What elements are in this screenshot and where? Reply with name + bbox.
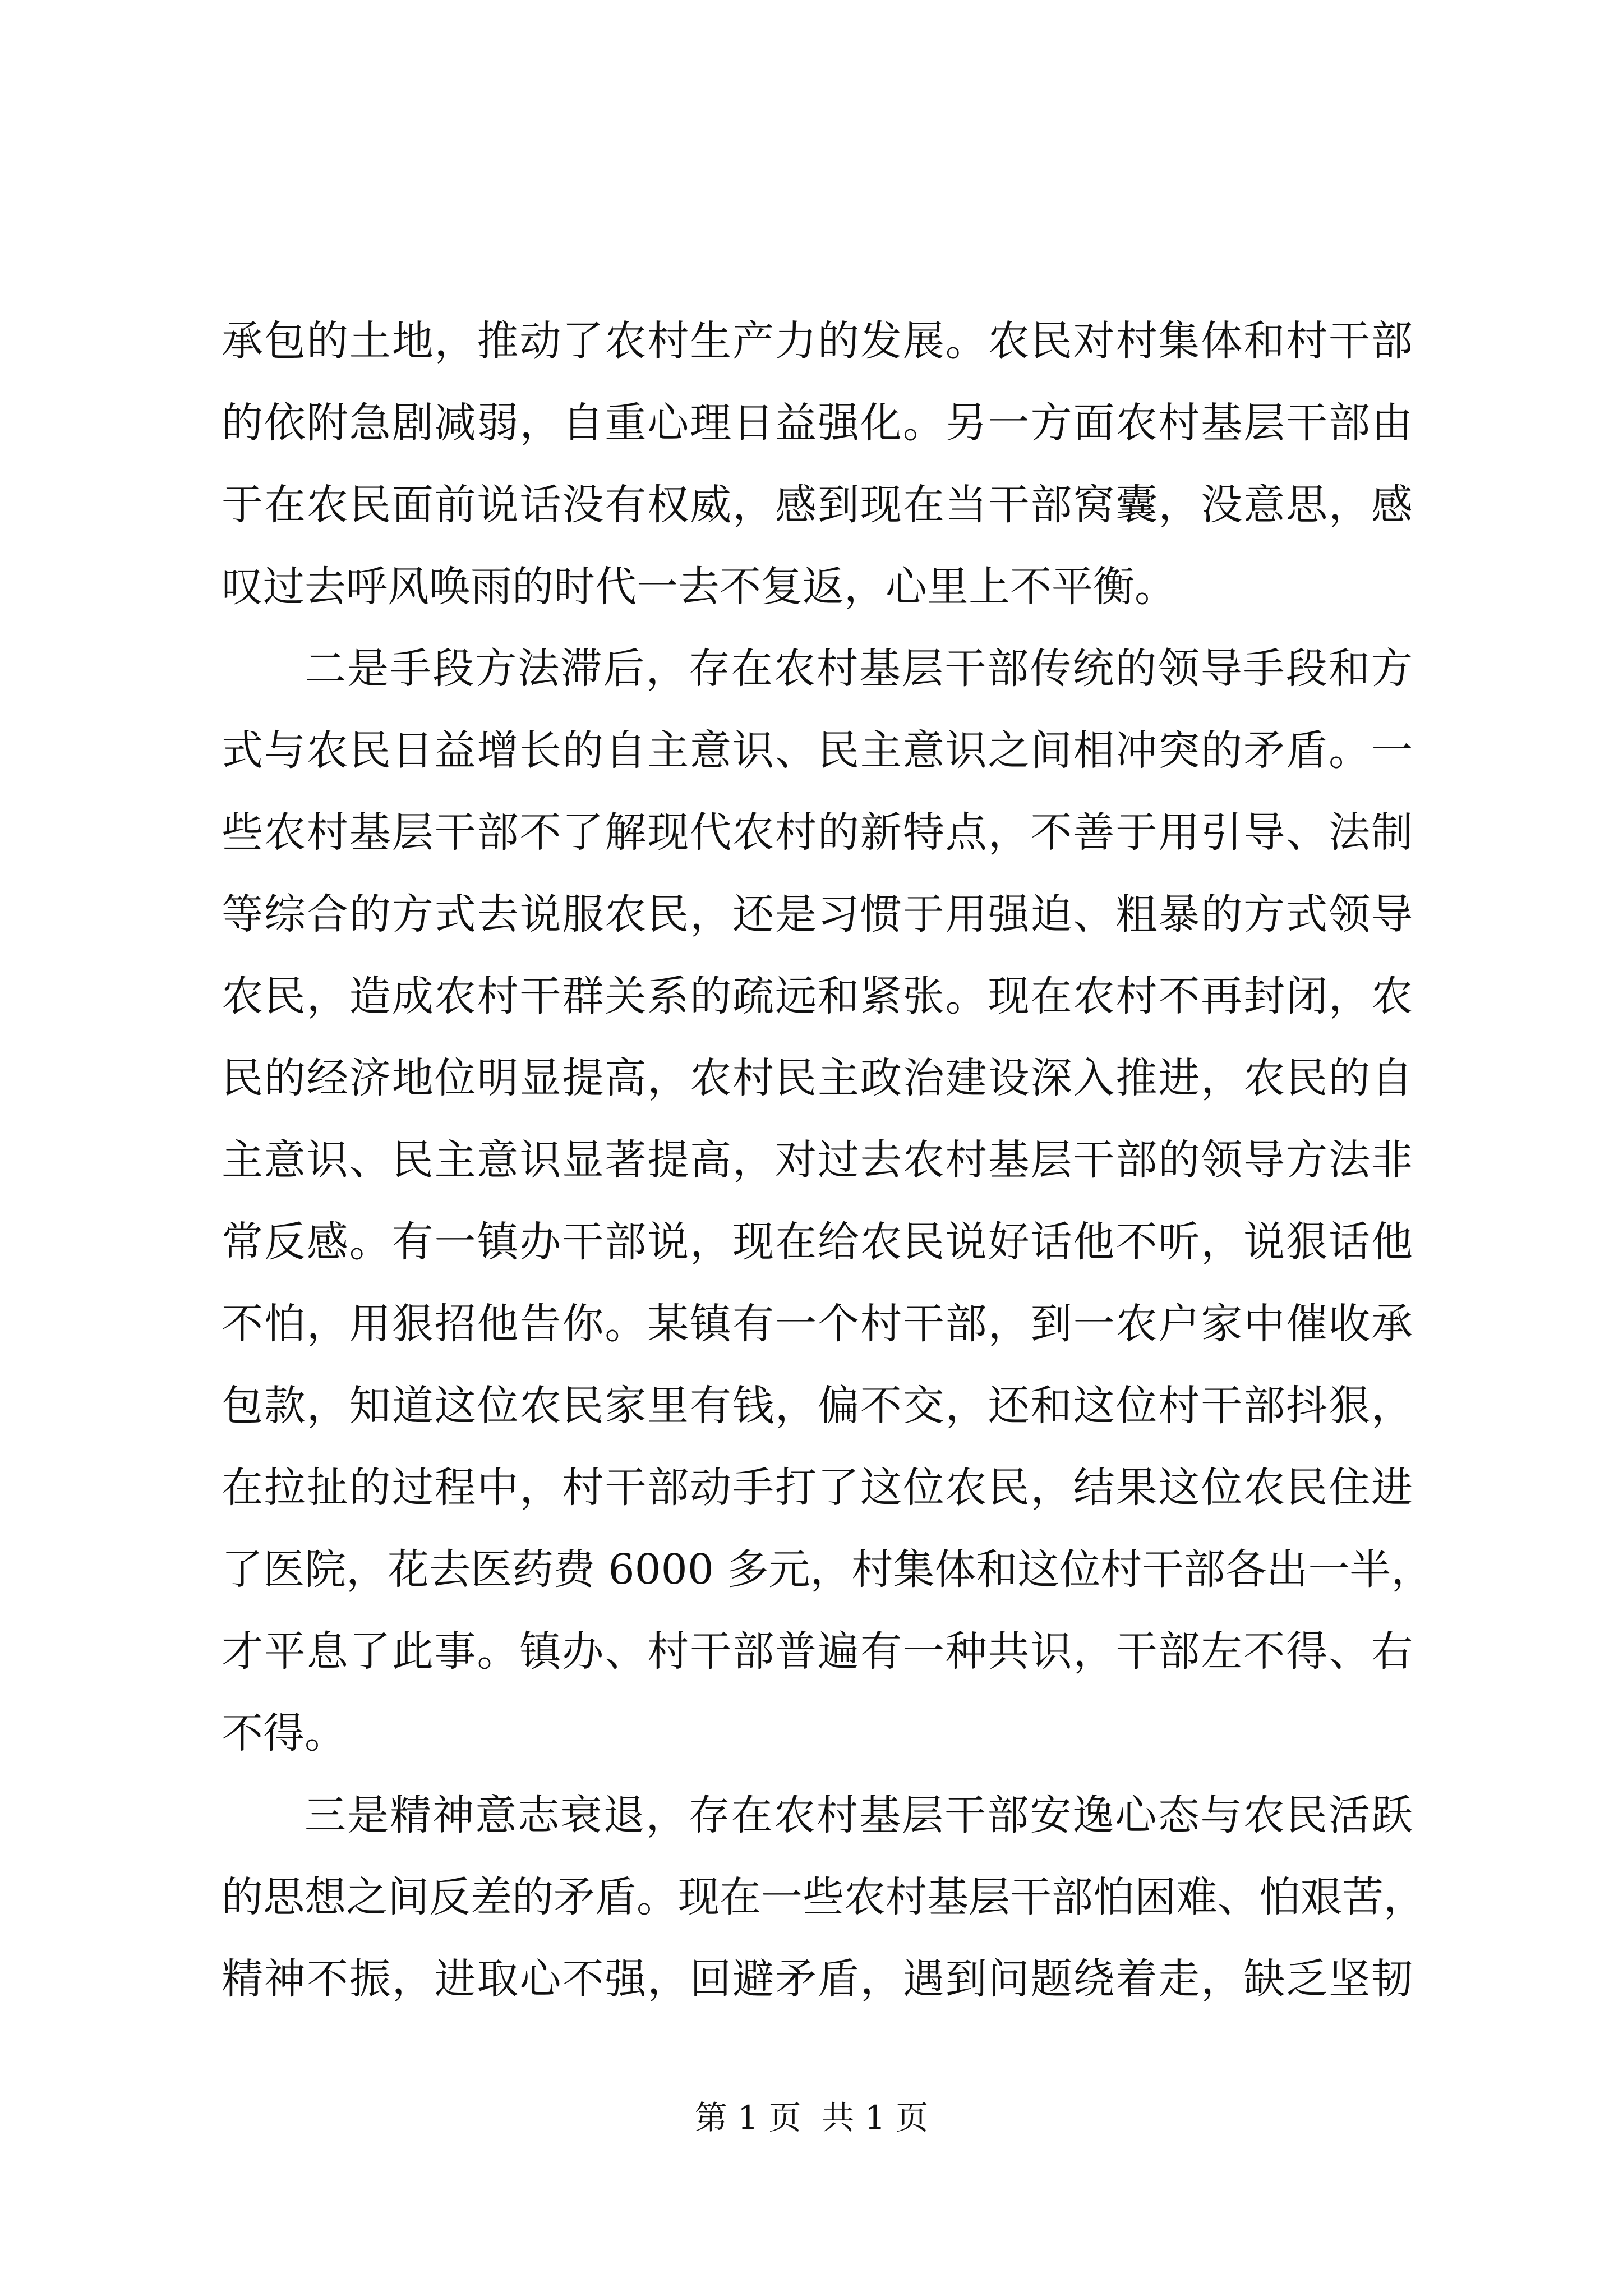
text-line: 等综合的方式去说服农民，还是习惯于用强迫、粗暴的方式领导 bbox=[222, 890, 1413, 938]
text-line: 主意识、民主意识显著提高，对过去农村基层干部的领导方法非 bbox=[222, 1136, 1413, 1184]
text-line: 农民，造成农村干群关系的疏远和紧张。现在农村不再封闭，农 bbox=[222, 972, 1413, 1020]
text-line: 才平息了此事。镇办、村干部普遍有一种共识，干部左不得、右 bbox=[222, 1627, 1413, 1676]
text-line: 的思想之间反差的矛盾。现在一些农村基层干部怕困难、怕艰苦， bbox=[222, 1873, 1425, 1921]
text-line: 承包的土地，推动了农村生产力的发展。农民对村集体和村干部 bbox=[222, 317, 1413, 365]
text-line: 于在农民面前说话没有权威，感到现在当干部窝囊，没意思，感 bbox=[222, 481, 1413, 529]
text-line: 不得。 bbox=[222, 1709, 346, 1757]
text-line: 的依附急剧减弱，自重心理日益强化。另一方面农村基层干部由 bbox=[222, 399, 1413, 447]
text-line: 包款，知道这位农民家里有钱，偏不交，还和这位村干部抖狠， bbox=[222, 1382, 1413, 1430]
text-line: 民的经济地位明显提高，农村民主政治建设深入推进，农民的自 bbox=[222, 1054, 1413, 1102]
text-line: 式与农民日益增长的自主意识、民主意识之间相冲突的矛盾。一 bbox=[222, 726, 1413, 775]
text-line: 些农村基层干部不了解现代农村的新特点，不善于用引导、法制 bbox=[222, 808, 1413, 857]
text-line: 精神不振，进取心不强，回避矛盾，遇到问题绕着走，缺乏坚韧 bbox=[222, 1955, 1413, 2003]
text-line: 叹过去呼风唤雨的时代一去不复返，心里上不平衡。 bbox=[222, 563, 1176, 611]
text-line: 了医院，花去医药费 6000 多元，村集体和这位村干部各出一半， bbox=[222, 1545, 1433, 1594]
page-footer: 第 1 页 共 1 页 bbox=[694, 2099, 929, 2137]
text-line: 三是精神意志衰退，存在农村基层干部安逸心态与农民活跃 bbox=[305, 1791, 1413, 1839]
text-line: 不怕，用狠招他告你。某镇有一个村干部，到一农户家中催收承 bbox=[222, 1300, 1413, 1348]
text-line: 常反感。有一镇办干部说，现在给农民说好话他不听，说狠话他 bbox=[222, 1218, 1413, 1266]
text-line: 在拉扯的过程中，村干部动手打了这位农民，结果这位农民住进 bbox=[222, 1464, 1413, 1512]
text-line: 二是手段方法滞后，存在农村基层干部传统的领导手段和方 bbox=[305, 645, 1413, 693]
